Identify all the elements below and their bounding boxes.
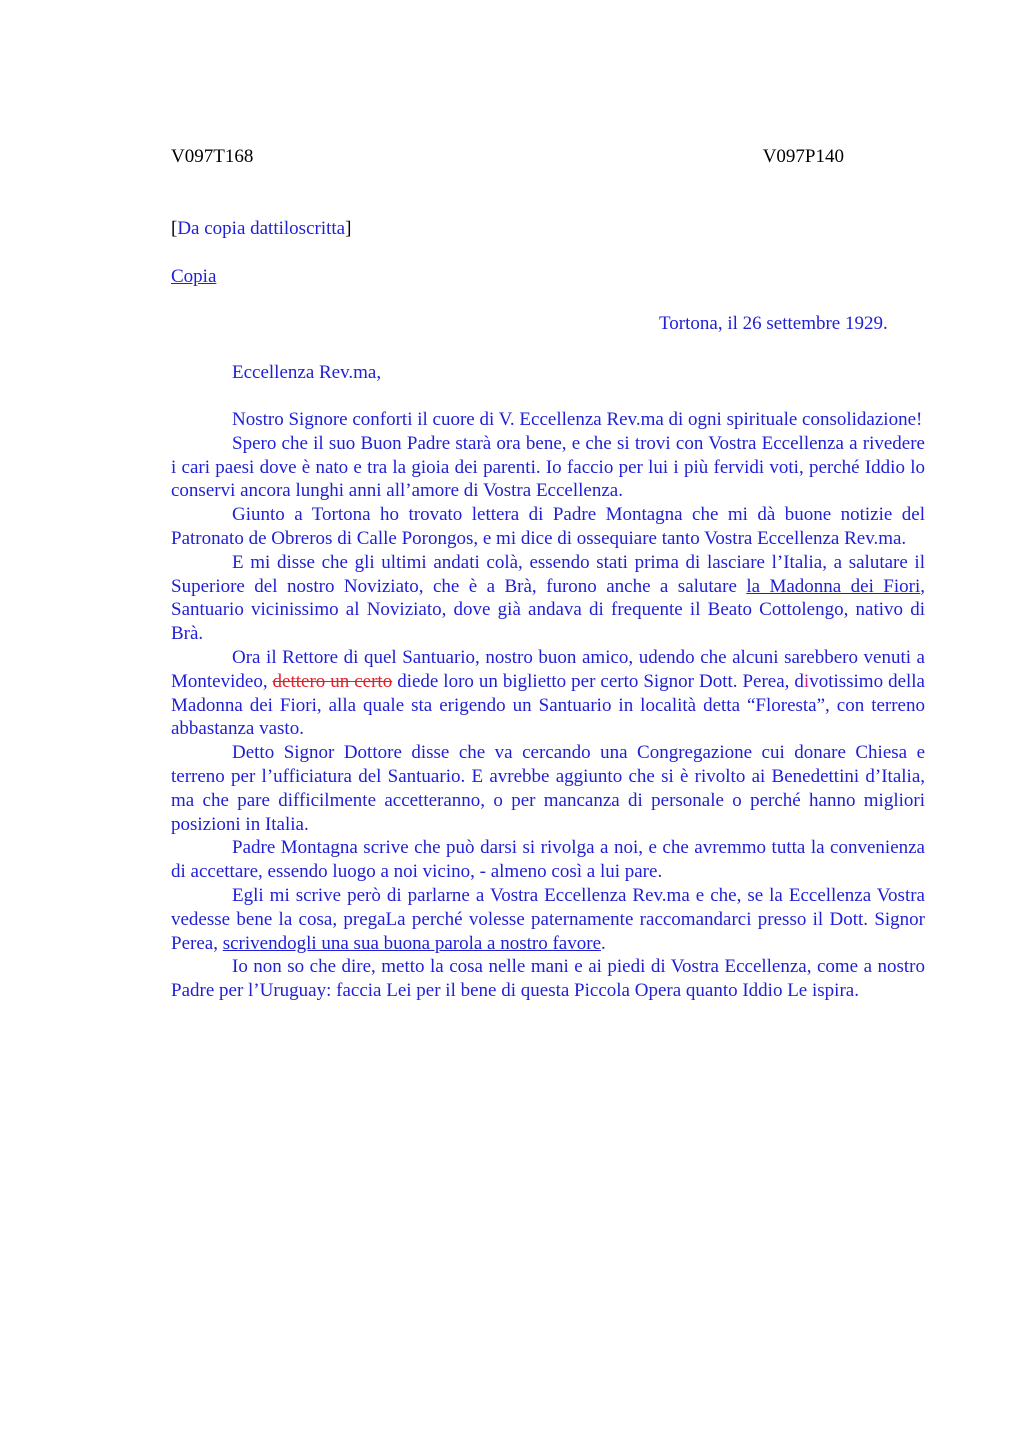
source-note-open-bracket: [ [171, 218, 178, 239]
paragraph-8-text-end: . [601, 932, 606, 954]
paragraph-5 [171, 646, 925, 741]
paragraph-5-text: Ora il Rettore di quel Santuario, nostro buon amico, udendo che alcuni sarebbero venuti a Montevideo, [171, 646, 925, 692]
paragraph-6: Detto Signor Dottore disse che va cercando una Congregazione cui donare Chiesa e terreno per l’ufficiatura del Santuario. E avrebbe aggiunto che si è rivolto ai Benedettini d’Italia, ma che pare difficilmente accetteranno, o per mancanza di personale o perché hanno migliori posizioni in Italia. [171, 742, 925, 835]
dateline: Tortona, il 26 settembre 1929. [659, 313, 888, 334]
inserted-letter: i [803, 670, 810, 692]
paragraph-5-text-end: votissimo della Madonna dei Fiori, alla quale sta erigendo un Santuario in località detta “Floresta”, con terreno abbastanza vasto. [171, 670, 925, 740]
paragraph-3: Giunto a Tortona ho trovato lettera di Padre Montagna che mi dà buone notizie del Patronato de Obreros di Calle Porongos, e mi dice di ossequiare tanto Vostra Eccellenza Rev.ma. [171, 504, 925, 549]
paragraph-4-text: E mi disse che gli ultimi andati colà, essendo stati prima di lasciare l’Italia, a salutare il Superiore del nostro Noviziato, che è a Brà, furono anche a salutare [171, 551, 925, 597]
right-code: V097P140 [762, 146, 844, 167]
source-note-text: Da copia dattiloscritta [177, 218, 346, 239]
letter-body [171, 408, 925, 1003]
left-code: V097T168 [171, 146, 254, 167]
salutation: Eccellenza Rev.ma, [232, 362, 382, 383]
source-note [171, 218, 351, 240]
paragraph-7: Padre Montagna scrive che può darsi si rivolga a noi, e che avremmo tutta la convenienza di accettare, essendo luogo a noi vicino, - almeno così a lui pare. [171, 837, 925, 883]
underlined-phrase: scrivendogli una sua buona parola a nostro favore [222, 932, 601, 954]
paragraph-4-text-end: , Santuario vicinissimo al Noviziato, dove già andava di frequente il Beato Cottolengo, nativo di Brà. [171, 575, 925, 645]
copy-label: Copia [171, 266, 217, 287]
deleted-text: dettero un certo [272, 670, 393, 692]
paragraph-4 [171, 551, 925, 646]
paragraph-1: Nostro Signore conforti il cuore di V. Eccellenza Rev.ma di ogni spirituale consolidazione! [232, 409, 923, 430]
underlined-phrase: la Madonna dei Fiori [746, 575, 921, 597]
source-note-close-bracket: ] [345, 218, 352, 239]
paragraph-2: Spero che il suo Buon Padre starà ora bene, e che si trovi con Vostra Eccellenza a rivedere i cari paesi dove è nato e tra la gioia dei parenti. Io faccio per lui i più fervidi voti, perché Iddio lo conservi ancora lunghi anni all’amore di Vostra Eccellenza. [171, 432, 925, 502]
paragraph-5-text-middle: diede loro un biglietto per certo Signor Dott. Perea, d [392, 670, 804, 692]
paragraph-8-text: Egli mi scrive però di parlarne a Vostra Eccellenza Rev.ma e che, se la Eccellenza Vostra vedesse bene la cosa, pregaLa perché volesse paternamente raccomandarci presso il Dott. Signor Perea, [171, 884, 925, 954]
paragraph-9: Io non so che dire, metto la cosa nelle mani e ai piedi di Vostra Eccellenza, come a nostro Padre per l’Uruguay: faccia Lei per il bene di questa Piccola Opera quanto Iddio Le ispira. [171, 956, 925, 1002]
paragraph-8 [171, 884, 925, 955]
document-codes [171, 146, 844, 168]
